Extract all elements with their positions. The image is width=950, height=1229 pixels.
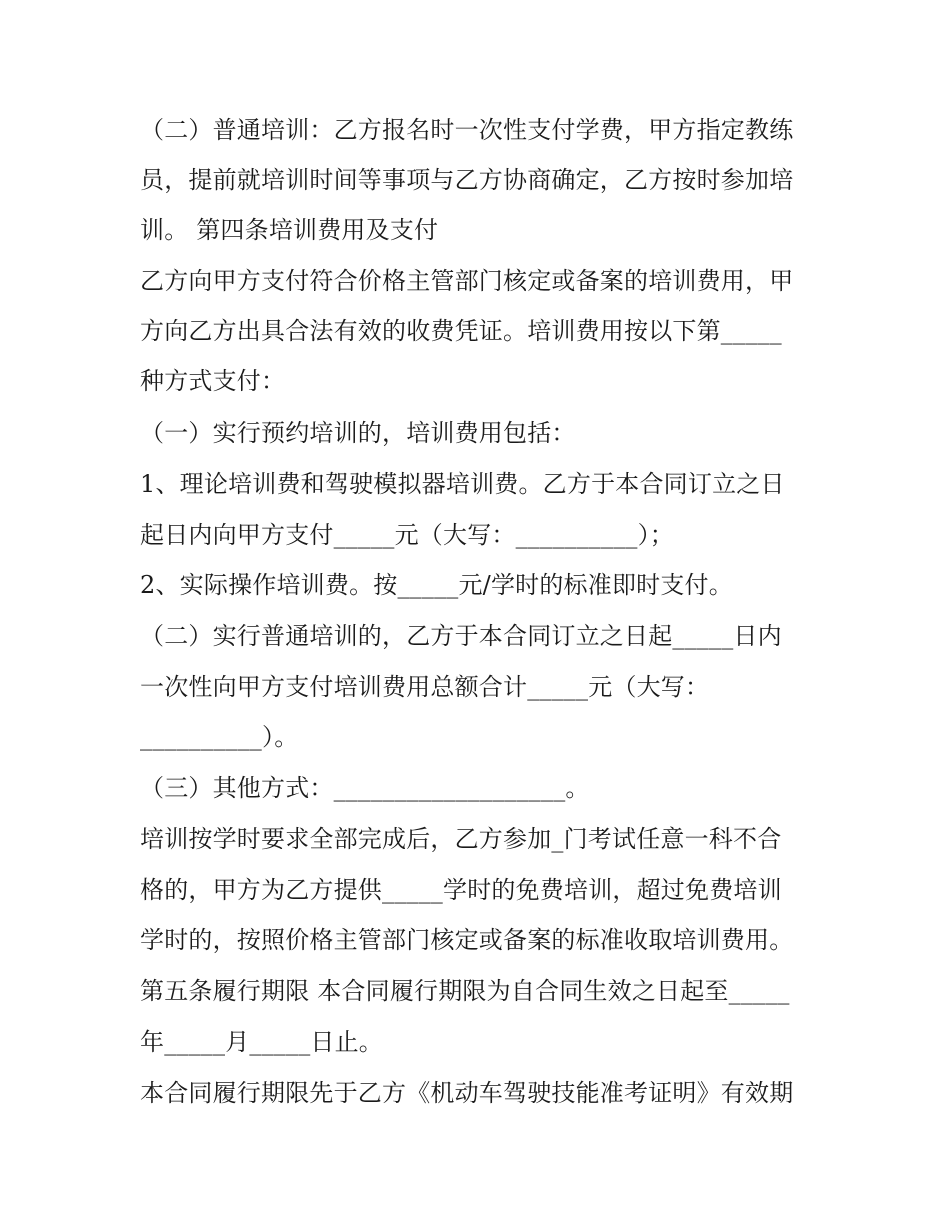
text-line: 方向乙方出具合法有效的收费凭证。培训费用按以下第_____ [140, 317, 782, 345]
text-line: （三）其他方式：___________________。 [140, 774, 590, 802]
text-line: （一）实行预约培训的，培训费用包括： [140, 419, 576, 447]
text-line: 第五条履行期限 本合同履行期限为自合同生效之日起至_____ [140, 977, 790, 1005]
text-line: （二）实行普通培训的，乙方于本合同订立之日起_____日内 [140, 622, 782, 650]
text-line: 培训按学时要求全部完成后，乙方参加_门考试任意一科不合 [140, 825, 782, 853]
text-line: 训。 第四条培训费用及支付 [140, 216, 439, 244]
text-line: 一次性向甲方支付培训费用总额合计_____元（大写： [140, 673, 710, 701]
text-line: 种方式支付： [140, 367, 286, 395]
text-line: 学时的，按照价格主管部门核定或备案的标准收取培训费用。 [140, 926, 794, 954]
text-line: 乙方向甲方支付符合价格主管部门核定或备案的培训费用，甲 [140, 267, 794, 295]
text-line: 年_____月_____日止。 [140, 1028, 383, 1056]
text-line: （二）普通培训：乙方报名时一次性支付学费，甲方指定教练 [140, 116, 794, 144]
text-line: 1、理论培训费和驾驶模拟器培训费。乙方于本合同订立之日 [140, 470, 785, 498]
text-line: 员，提前就培训时间等事项与乙方协商确定，乙方按时参加培 [140, 166, 794, 194]
text-line: __________）。 [140, 723, 299, 751]
text-line: 2、实际操作培训费。按_____元/学时的标准即时支付。 [140, 571, 733, 599]
text-line: 格的，甲方为乙方提供_____学时的免费培训，超过免费培训 [140, 876, 782, 904]
text-line: 起日内向甲方支付_____元（大写：__________）； [140, 521, 674, 549]
text-line: 本合同履行期限先于乙方《机动车驾驶技能准考证明》有效期 [140, 1079, 794, 1107]
